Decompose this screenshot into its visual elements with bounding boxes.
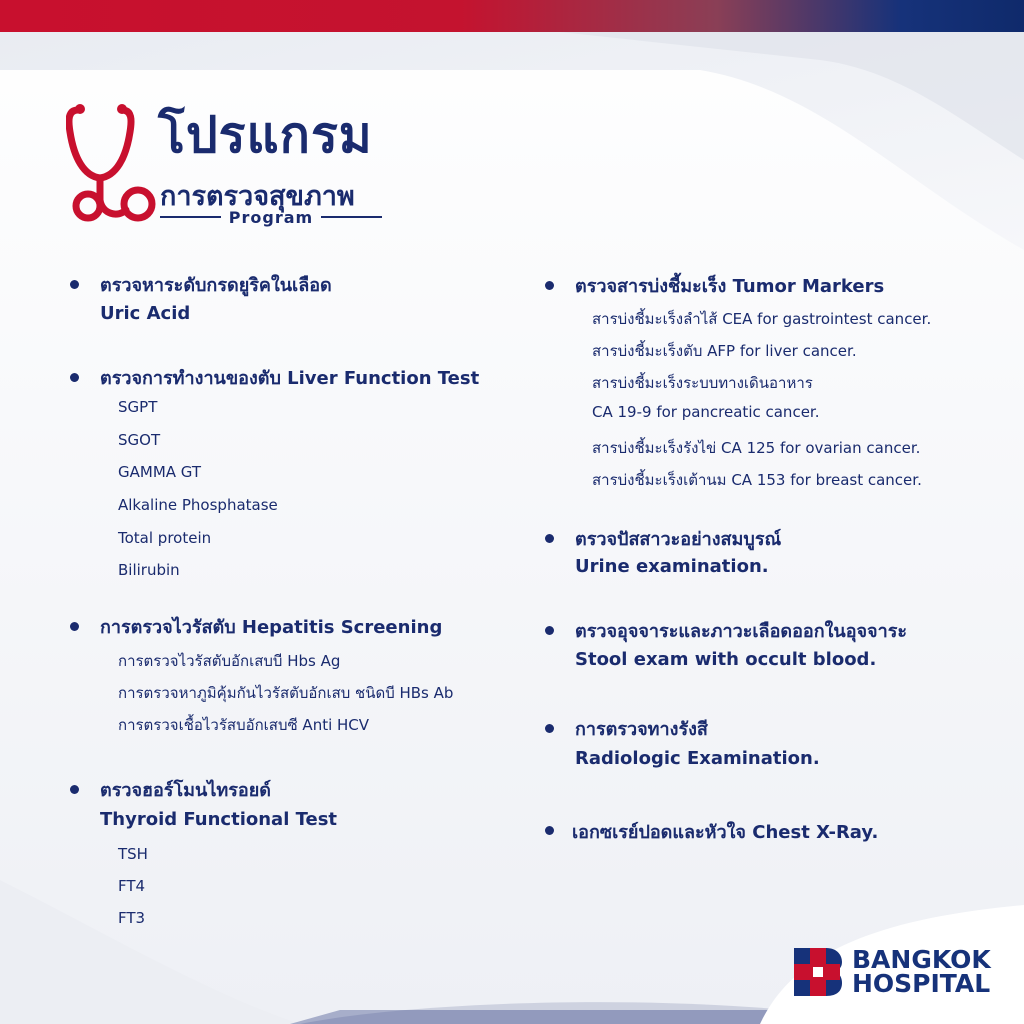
list-item: Total protein	[118, 529, 212, 547]
list-item: การตรวจหาภูมิคุ้มกันไวรัสตับอักเสบ ชนิดบี HBs Ab	[118, 684, 454, 702]
list-item: SGOT	[118, 431, 161, 449]
liver-heading: ตรวจการทำงานของตับ Liver Function Test	[100, 368, 480, 389]
bangkok-hospital-logo	[792, 946, 1002, 1002]
tumor-heading: ตรวจสารบ่งชี้มะเร็ง Tumor Markers	[575, 276, 885, 297]
list-item: Alkaline Phosphatase	[118, 496, 278, 514]
chest-xray-heading: เอกซเรย์ปอดและหัวใจ Chest X-Ray.	[572, 822, 879, 843]
list-item: Bilirubin	[118, 561, 180, 579]
list-item: FT3	[118, 909, 146, 927]
bullet	[70, 280, 79, 289]
bullet	[545, 626, 554, 635]
bullet	[70, 622, 79, 631]
brand-line-2: HOSPITAL	[852, 969, 991, 998]
stool-subheading: Stool exam with occult blood.	[575, 649, 877, 670]
stethoscope-icon	[66, 96, 161, 226]
stool-heading: ตรวจอุจจาระและภาวะเลือดออกในอุจจาระ	[575, 621, 908, 642]
program-text: Program	[228, 207, 314, 227]
bullet	[545, 281, 554, 290]
list-item: การตรวจเชื้อไวรัสบอักเสบซี Anti HCV	[118, 716, 370, 734]
list-item: SGPT	[118, 398, 158, 416]
brand-line-1: BANGKOK	[852, 945, 991, 974]
list-item: CA 19-9 for pancreatic cancer.	[592, 403, 820, 421]
thyroid-subheading: Thyroid Functional Test	[100, 809, 338, 830]
list-item: FT4	[118, 877, 146, 895]
header-subtitle: การตรวจสุขภาพ	[160, 181, 355, 212]
radiology-subheading: Radiologic Examination.	[575, 748, 820, 769]
program-header	[66, 96, 406, 236]
list-item: การตรวจไวรัสตับอักเสบบี Hbs Ag	[118, 652, 341, 670]
bullet	[70, 373, 79, 382]
list-item: สารบ่งชี้มะเร็งเต้านม CA 153 for breast cancer.	[592, 471, 922, 489]
urine-subheading: Urine examination.	[575, 556, 769, 577]
radiology-heading: การตรวจทางรังสี	[575, 719, 708, 740]
uric-heading: ตรวจหาระดับกรดยูริคในเลือด	[100, 275, 332, 296]
bullet	[545, 534, 554, 543]
divider-right	[321, 216, 382, 218]
list-item: สารบ่งชี้มะเร็งตับ AFP for liver cancer.	[592, 342, 857, 360]
list-item: สารบ่งชี้มะเร็งลำไส้ CEA for gastrointest cancer.	[592, 310, 932, 328]
uric-subheading: Uric Acid	[100, 303, 191, 324]
header-program-label	[160, 206, 382, 228]
list-item: สารบ่งชี้มะเร็งรังไข่ CA 125 for ovarian cancer.	[592, 439, 921, 457]
brand-name	[852, 945, 991, 998]
list-item: สารบ่งชี้มะเร็งระบบทางเดินอาหาร	[592, 374, 813, 392]
header-title: โปรแกรม	[158, 106, 373, 164]
top-color-bar	[0, 0, 1024, 32]
bullet	[545, 724, 554, 733]
list-item: GAMMA GT	[118, 463, 202, 481]
divider-left	[160, 216, 221, 218]
thyroid-heading: ตรวจฮอร์โมนไทรอยด์	[100, 780, 271, 801]
list-item: TSH	[118, 845, 148, 863]
hepatitis-heading: การตรวจไวรัสตับ Hepatitis Screening	[100, 617, 443, 638]
urine-heading: ตรวจปัสสาวะอย่างสมบูรณ์	[575, 529, 782, 550]
hospital-cross-logo	[792, 946, 844, 998]
bullet	[545, 826, 554, 835]
bullet	[70, 785, 79, 794]
